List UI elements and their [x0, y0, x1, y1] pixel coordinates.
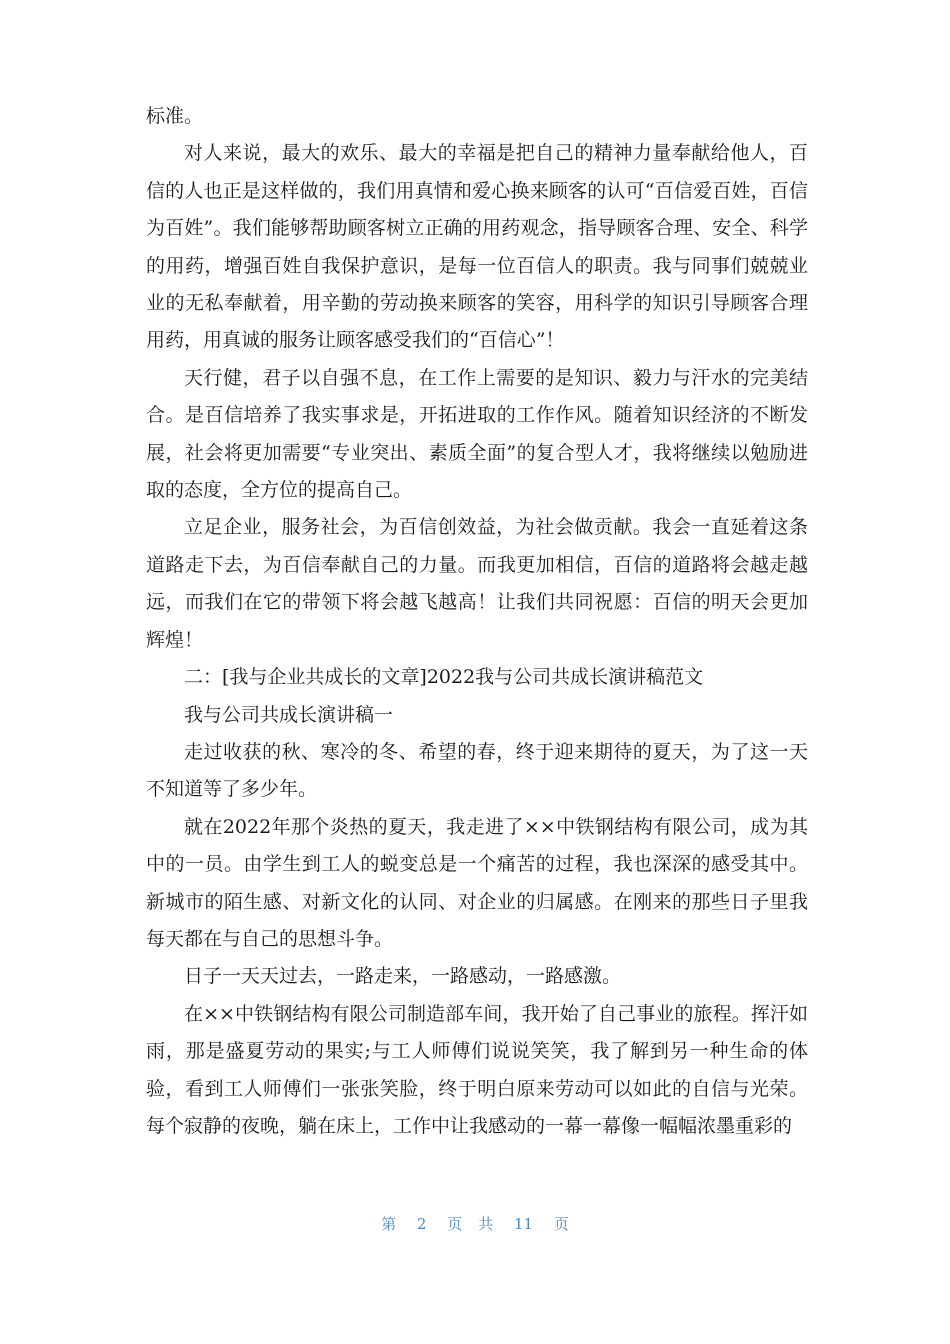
- paragraph: 在××中铁钢结构有限公司制造部车间，我开始了自己事业的旅程。挥汗如雨，那是盛夏劳动的果实;与工人师傅们说说笑笑，我了解到另一种生命的体验，看到工人师傅们一张张笑脸，终于明白原来劳动可以如此的自信与光荣。每个寂静的夜晚，躺在床上，工作中让我感动的一幕一幕像一幅幅浓墨重彩的: [146, 1002, 808, 1137]
- current-page-number: 2: [416, 1215, 427, 1233]
- paragraph: 对人来说，最大的欢乐、最大的幸福是把自己的精神力量奉献给他人，百信的人也正是这样做的，我们用真情和爱心换来顾客的认可“百信爱百姓，百信为百姓”。我们能够帮助顾客树立正确的用药观念，指导顾客合理、安全、科学的用药，增强百姓自我保护意识，是每一位百信人的职责。我与同事们兢兢业业的无私奉献着，用辛勤的劳动换来顾客的笑容，用科学的知识引导顾客合理用药，用真诚的服务让顾客感受我们的“百信心”！: [146, 142, 808, 352]
- paragraph: 天行健，君子以自强不息，在工作上需要的是知识、毅力与汗水的完美结合。是百信培养了我实事求是，开拓进取的工作作风。随着知识经济的不断发展，社会将更加需要“专业突出、素质全面”的复合型人才，我将继续以勉励进取的态度，全方位的提高自己。: [146, 366, 808, 502]
- subsection-heading: 我与公司共成长演讲稿一: [184, 703, 394, 726]
- section-heading: 二：[我与企业共成长的文章]2022我与公司共成长演讲稿范文: [184, 666, 704, 689]
- footer-prefix: 第: [381, 1215, 397, 1233]
- paragraph: 日子一天天过去，一路走来，一路感动，一路感激。: [184, 965, 622, 988]
- footer-suffix: 页: [553, 1215, 569, 1233]
- page-footer: [0, 1213, 950, 1234]
- paragraph: 就在2022年那个炎热的夏天，我走进了××中铁钢结构有限公司，成为其中的一员。由学生到工人的蜕变总是一个痛苦的过程，我也深深的感受其中。新城市的陌生感、对新文化的认同、对企业的归属感。在刚来的那些日子里我每天都在与自己的思想斗争。: [146, 815, 808, 950]
- document-body: [146, 98, 808, 1145]
- total-page-count: 11: [514, 1215, 534, 1233]
- footer-middle: 页共: [447, 1215, 510, 1233]
- paragraph: 立足企业，服务社会，为百信创效益，为社会做贡献。我会一直延着这条道路走下去，为百信奉献自己的力量。而我更加相信，百信的道路将会越走越远，而我们在它的带领下将会越飞越高！让我们共同祝愿：百信的明天会更加辉煌！: [146, 516, 808, 651]
- paragraph: 标准。: [146, 105, 204, 127]
- paragraph: 走过收获的秋、寒冷的冬、希望的春，终于迎来期待的夏天，为了这一天不知道等了多少年。: [146, 740, 808, 801]
